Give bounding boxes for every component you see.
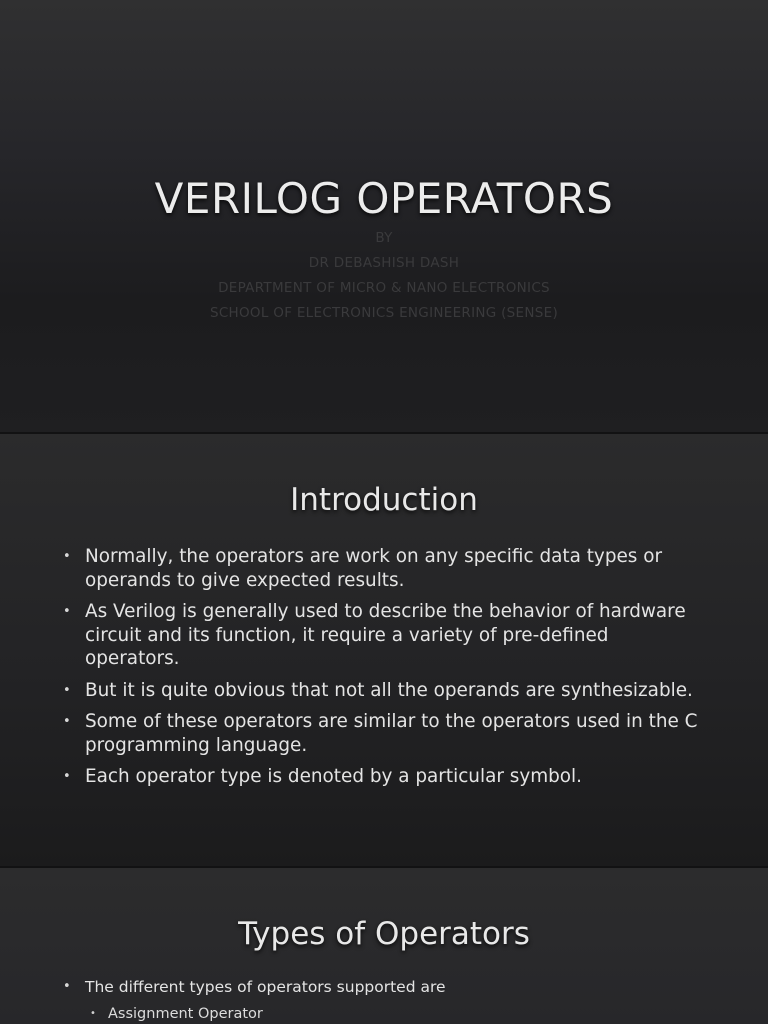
- bullet-text: Some of these operators are similar to the operators used in the C programming language.: [85, 711, 698, 756]
- bullet-text: Assignment Operator: [108, 1006, 263, 1022]
- subtitle-school: SCHOOL OF ELECTRONICS ENGINEERING (SENSE): [209, 305, 559, 321]
- list-item: [63, 679, 703, 703]
- bullet-list: [63, 545, 703, 797]
- bullet-text: The different types of operators supported are: [85, 978, 446, 996]
- bullet-icon: •: [63, 714, 71, 729]
- bullet-text: As Verilog is generally used to describe the behavior of hardware circuit and its function, it require a variety of pre-defined operators.: [85, 601, 686, 669]
- list-item: [63, 765, 703, 789]
- subtitle-by: BY: [375, 230, 393, 246]
- sub-bullet-list: [90, 1004, 690, 1024]
- title-slide: [0, 0, 768, 432]
- types-of-operators-slide: [0, 868, 768, 1024]
- bullet-icon: •: [63, 604, 71, 619]
- bullet-icon: •: [90, 1008, 96, 1019]
- bullet-icon: •: [63, 769, 71, 784]
- bullet-icon: •: [63, 682, 71, 698]
- subtitle-department: DEPARTMENT OF MICRO & NANO ELECTRONICS: [218, 280, 550, 296]
- list-item: [90, 1004, 690, 1024]
- list-item: [63, 600, 703, 671]
- bullet-icon: •: [63, 979, 71, 994]
- bullet-icon: •: [63, 549, 71, 564]
- subtitle-author: DR DEBASHISH DASH: [308, 255, 460, 271]
- bullet-text: Each operator type is denoted by a particular symbol.: [85, 766, 583, 787]
- slide-title: VERILOG OPERATORS: [154, 174, 614, 223]
- slide-heading: Types of Operators: [238, 916, 530, 952]
- list-item: [63, 545, 703, 592]
- bullet-text: But it is quite obvious that not all the operands are synthesizable.: [85, 679, 693, 701]
- bullet-list: [63, 976, 703, 1006]
- list-item: [63, 976, 703, 998]
- introduction-slide: [0, 434, 768, 866]
- bullet-text: Normally, the operators are work on any specific data types or operands to give expected results.: [85, 546, 663, 591]
- list-item: [63, 710, 703, 757]
- slide-heading: Introduction: [290, 482, 478, 518]
